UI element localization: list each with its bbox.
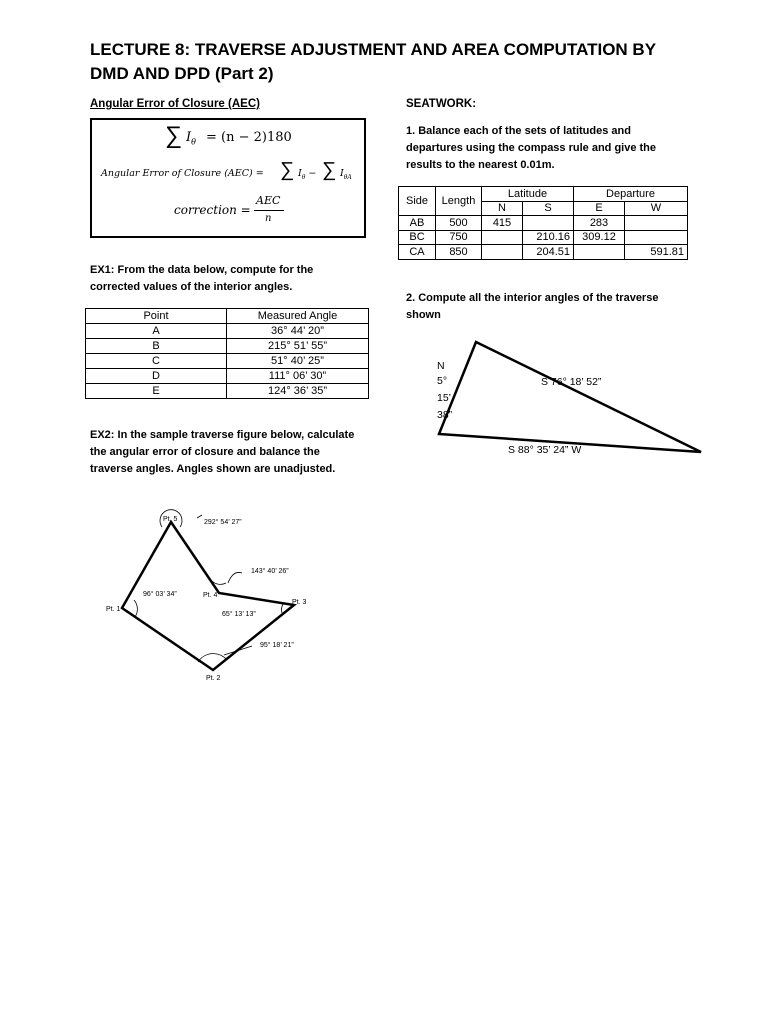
sum-symbol: ∑ <box>165 122 183 149</box>
table-row <box>399 216 688 231</box>
table-header: W <box>625 201 688 216</box>
table-header: Side <box>399 187 436 216</box>
table-cell: 591.81 <box>625 245 688 260</box>
table-cell <box>482 230 523 245</box>
table-cell: 51° 40’ 25” <box>227 354 369 369</box>
ex1-table <box>85 308 369 399</box>
formula-1-lhs: $I_\theta$ <box>186 130 196 147</box>
sum-symbol: ∑ <box>322 159 337 181</box>
table-cell: A <box>86 324 227 339</box>
aec-heading: Angular Error of Closure (AEC) <box>90 98 260 110</box>
table-cell: 415 <box>482 216 523 231</box>
table-row <box>86 369 369 384</box>
table-cell <box>482 245 523 260</box>
point-label: Pt. 3 <box>292 599 307 606</box>
angle-arc <box>134 600 137 617</box>
table-header: N <box>482 201 523 216</box>
table-header: E <box>574 201 625 216</box>
table-cell: D <box>86 369 227 384</box>
formula-3-den: n <box>265 213 272 224</box>
point-label: Pt. 2 <box>206 675 221 682</box>
table-row <box>399 187 688 202</box>
table-cell: 500 <box>436 216 482 231</box>
ex2-traverse-figure <box>100 505 340 690</box>
table-cell: 850 <box>436 245 482 260</box>
table-row <box>86 384 369 399</box>
table-header: Latitude <box>482 187 574 202</box>
bearing-line: 15’ <box>437 392 452 404</box>
formula-2-term: $I_\theta$ − <box>298 168 317 181</box>
bearing-line: 5° <box>437 375 448 387</box>
point-label: Pt. 1 <box>106 606 121 613</box>
table-cell: 309.12 <box>574 230 625 245</box>
table-header: Point <box>86 309 227 324</box>
table-cell: 210.16 <box>523 230 574 245</box>
table-cell: E <box>86 384 227 399</box>
angle-label: 292° 54’ 27” <box>204 519 242 526</box>
leader-line <box>224 646 252 655</box>
leader-line <box>197 515 202 518</box>
angle-label: 65° 13’ 13” <box>222 611 256 618</box>
latdep-table <box>398 186 688 260</box>
table-cell: 36° 44’ 20” <box>227 324 369 339</box>
table-row <box>86 354 369 369</box>
triangle-polygon <box>439 342 701 452</box>
ex2-text: EX2: In the sample traverse figure below, calculate the angular error of closure and balance the traverse angles. Angles shown are unadjusted. <box>90 429 355 475</box>
angle-arc <box>282 604 283 613</box>
formula-box <box>90 118 366 238</box>
table-cell: 283 <box>574 216 625 231</box>
fraction-bar <box>254 210 284 211</box>
seatwork-heading: SEATWORK: <box>406 98 477 110</box>
seatwork-q1: 1. Balance each of the sets of latitudes and departures using the compass rule and give the results to the nearest 0.01m. <box>406 125 657 171</box>
formula-2-term: $I_{\theta A}$ <box>340 168 352 181</box>
formula-3-num: AEC <box>256 194 281 207</box>
table-cell: 124° 36’ 35” <box>227 384 369 399</box>
formula-1-rhs: = (n − 2)180 <box>206 130 292 145</box>
angle-label: 143° 40’ 26” <box>251 568 289 575</box>
table-row <box>86 324 369 339</box>
table-cell: B <box>86 339 227 354</box>
table-cell: 215° 51’ 55” <box>227 339 369 354</box>
bearing-line: 38” <box>437 409 453 421</box>
table-row <box>86 309 369 324</box>
point-label: Pt. 5 <box>163 516 178 523</box>
page-title: LECTURE 8: TRAVERSE ADJUSTMENT AND AREA COMPUTATION BY DMD AND DPD (Part 2) <box>90 40 656 83</box>
table-cell: 111° 06’ 30” <box>227 369 369 384</box>
bearing-bottom: S 88° 35’ 24” W <box>508 444 582 456</box>
table-header: Measured Angle <box>227 309 369 324</box>
bearing-top: S 76° 18’ 52” <box>541 376 602 388</box>
seatwork-triangle-figure <box>430 335 710 460</box>
table-header: Departure <box>574 187 688 202</box>
seatwork-q2: 2. Compute all the interior angles of the traverse shown <box>406 292 659 321</box>
table-cell: BC <box>399 230 436 245</box>
north-label: N <box>437 360 445 372</box>
ex1-text: EX1: From the data below, compute for the corrected values of the interior angles. <box>90 264 314 293</box>
leader-line <box>228 572 242 583</box>
formula-2-label: Angular Error of Closure (AEC) = <box>101 168 264 179</box>
angle-label: 95° 18’ 21” <box>260 642 294 649</box>
table-cell <box>625 216 688 231</box>
table-header: S <box>523 201 574 216</box>
table-cell: AB <box>399 216 436 231</box>
table-cell: 204.51 <box>523 245 574 260</box>
table-cell <box>574 245 625 260</box>
table-row <box>86 339 369 354</box>
table-cell <box>625 230 688 245</box>
sum-symbol: ∑ <box>280 159 295 181</box>
formula-3-label: correction = <box>174 203 251 217</box>
point-label: Pt. 4 <box>203 592 218 599</box>
angle-label: 96° 03’ 34” <box>143 591 177 598</box>
table-cell <box>523 216 574 231</box>
table-row <box>399 245 688 260</box>
table-header: Length <box>436 187 482 216</box>
table-row <box>399 230 688 245</box>
table-cell: 750 <box>436 230 482 245</box>
table-cell: C <box>86 354 227 369</box>
table-cell: CA <box>399 245 436 260</box>
